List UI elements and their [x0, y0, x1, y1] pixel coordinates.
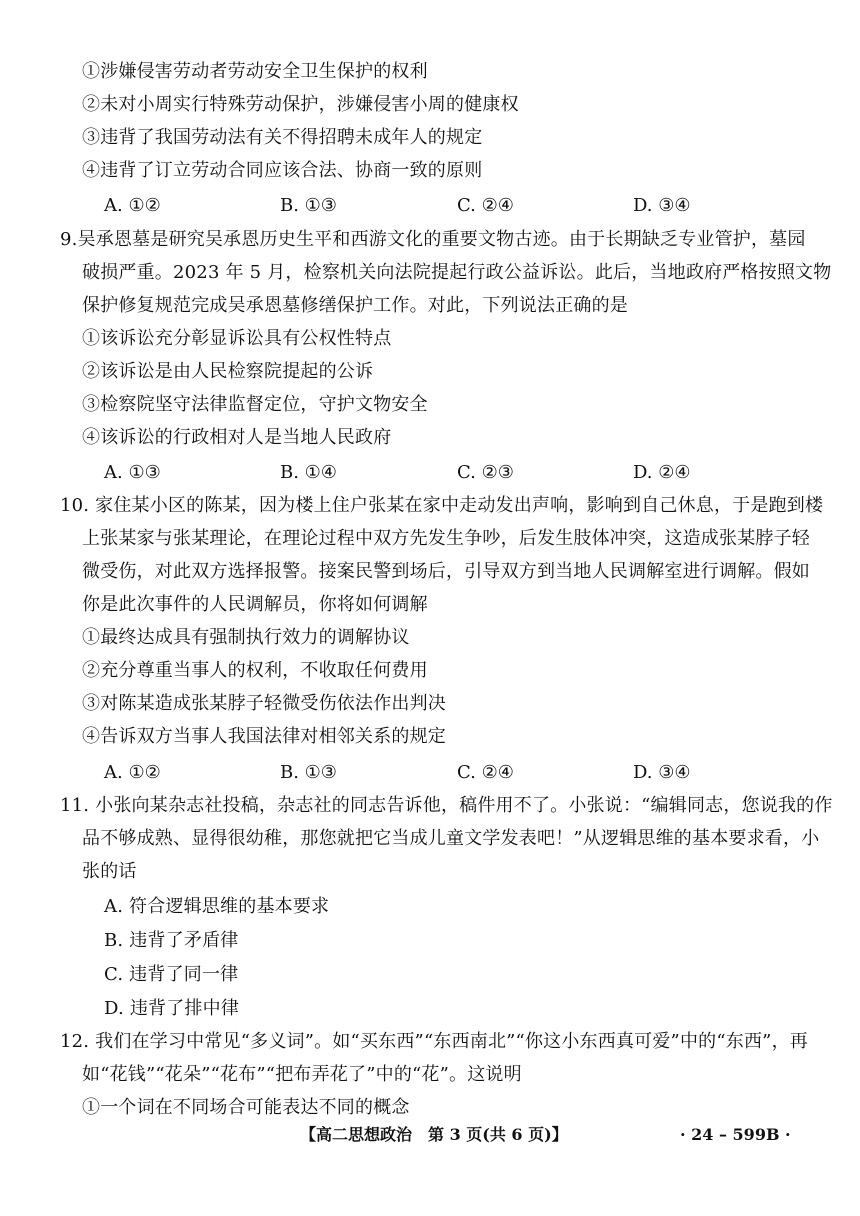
q9-statement-4: ④该诉讼的行政相对人是当地人民政府 — [82, 427, 392, 448]
q12-stem-line-2: 如“花钱”“花朵”“花布”“把布弄花了”中的“花”。这说明 — [82, 1064, 522, 1085]
q9-stem-line-2: 破损严重。2023 年 5 月，检察机关向法院提起行政公益诉讼。此后，当地政府严格按照文物 — [82, 262, 832, 283]
q10-option-d: D. ③④ — [633, 762, 691, 783]
q10-statement-1: ①最终达成具有强制执行效力的调解协议 — [82, 627, 410, 648]
q9-stem-line-1: 9.吴承恩墓是研究吴承恩历史生平和西游文化的重要文物古迹。由于长期缺乏专业管护，墓园 — [60, 229, 806, 250]
q10-option-a: A. ①② — [104, 762, 161, 783]
q9-statement-2: ②该诉讼是由人民检察院提起的公诉 — [82, 361, 374, 382]
q10-stem-line-4: 你是此次事件的人民调解员，你将如何调解 — [82, 594, 428, 615]
q8-option-a: A. ①② — [104, 195, 161, 216]
q11-stem-line-3: 张的话 — [82, 861, 137, 882]
q10-stem-line-1: 10. 家住某小区的陈某，因为楼上住户张某在家中走动发出声响，影响到自己休息，于是跑到楼 — [60, 495, 824, 516]
q10-options — [0, 761, 860, 787]
q8-options — [0, 194, 860, 220]
q9-statement-1: ①该诉讼充分彰显诉讼具有公权性特点 — [82, 328, 392, 349]
q8-statement-3: ③违背了我国劳动法有关不得招聘未成年人的规定 — [82, 127, 483, 148]
q11-option-c: C. 违背了同一律 — [104, 964, 239, 985]
q10-stem-line-3: 微受伤，对此双方选择报警。接案民警到场后，引导双方到当地人民调解室进行调解。假如 — [82, 561, 810, 582]
q8-option-c: C. ②④ — [457, 195, 514, 216]
q9-option-d: D. ②④ — [633, 462, 691, 483]
q9-stem-line-3: 保护修复规范完成吴承恩墓修缮保护工作。对此，下列说法正确的是 — [82, 295, 628, 316]
q10-stem-line-2: 上张某家与张某理论，在理论过程中双方先发生争吵，后发生肢体冲突，这造成张某脖子轻 — [82, 528, 810, 549]
q12-stem-line-1: 12. 我们在学习中常见“多义词”。如“买东西”“东西南北”“你这小东西真可爱”中的“东西”，再 — [60, 1031, 808, 1052]
page-footer-code: · 24 – 599B · — [680, 1125, 791, 1144]
q11-option-d: D. 违背了排中律 — [104, 998, 240, 1019]
q10-option-c: C. ②④ — [457, 762, 514, 783]
q10-statement-4: ④告诉双方当事人我国法律对相邻关系的规定 — [82, 726, 446, 747]
q11-stem-line-2: 品不够成熟、显得很幼稚，那您就把它当成儿童文学发表吧！”从逻辑思维的基本要求看，小 — [82, 828, 820, 849]
q8-statement-2: ②未对小周实行特殊劳动保护，涉嫌侵害小周的健康权 — [82, 94, 519, 115]
q8-option-b: B. ①③ — [280, 195, 337, 216]
q8-option-d: D. ③④ — [633, 195, 691, 216]
q10-statement-2: ②充分尊重当事人的权利，不收取任何费用 — [82, 660, 428, 681]
q9-options — [0, 461, 860, 487]
q11-option-b: B. 违背了矛盾律 — [104, 930, 239, 951]
q9-statement-3: ③检察院坚守法律监督定位，守护文物安全 — [82, 394, 428, 415]
page-footer-title: 【高二思想政治 第 3 页(共 6 页)】 — [300, 1125, 568, 1144]
q10-statement-3: ③对陈某造成张某脖子轻微受伤依法作出判决 — [82, 693, 446, 714]
q8-statement-4: ④违背了订立劳动合同应该合法、协商一致的原则 — [82, 160, 483, 181]
q9-option-a: A. ①③ — [104, 462, 161, 483]
q9-option-b: B. ①④ — [280, 462, 337, 483]
q9-option-c: C. ②③ — [457, 462, 514, 483]
q10-option-b: B. ①③ — [280, 762, 337, 783]
q8-statement-1: ①涉嫌侵害劳动者劳动安全卫生保护的权利 — [82, 61, 428, 82]
q11-option-a: A. 符合逻辑思维的基本要求 — [104, 896, 330, 917]
q12-statement-1: ①一个词在不同场合可能表达不同的概念 — [82, 1097, 410, 1118]
q11-stem-line-1: 11. 小张向某杂志社投稿，杂志社的同志告诉他，稿件用不了。小张说：“编辑同志，您说我的作 — [60, 795, 833, 816]
